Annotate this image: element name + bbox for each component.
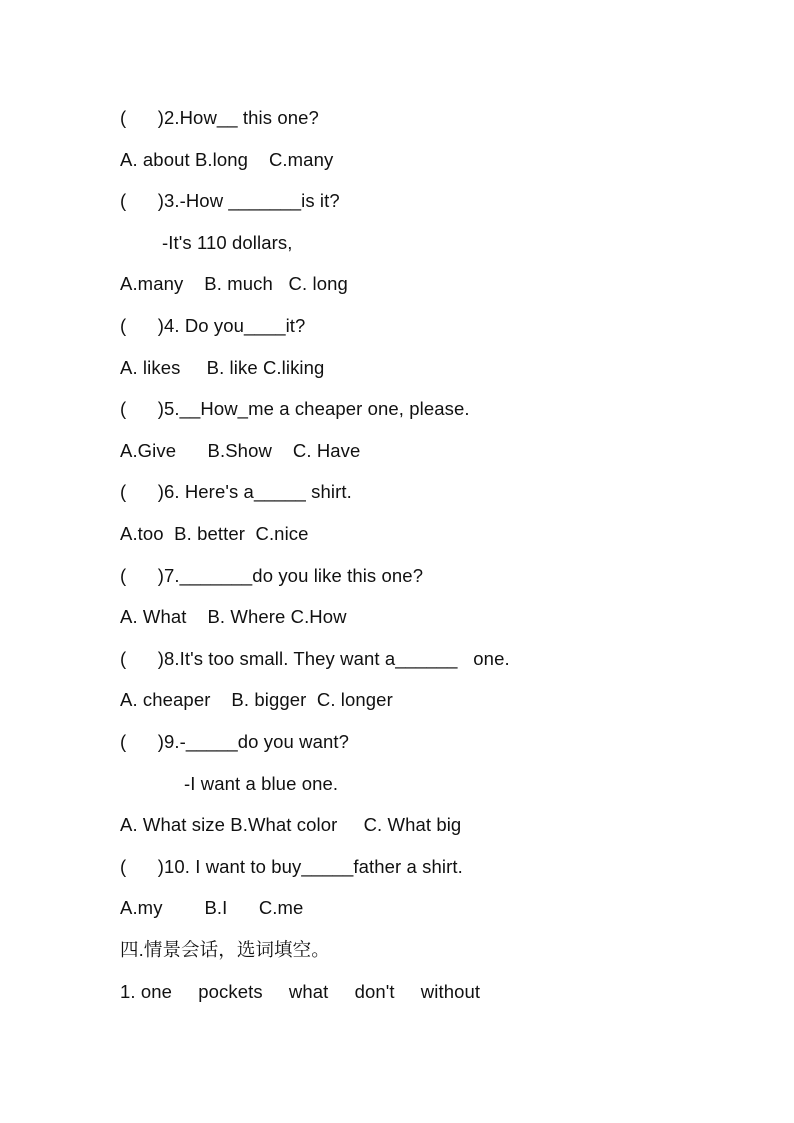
question-4-options: A. likes B. like C.liking [120, 357, 325, 378]
question-4: ( )4. Do you____it? [120, 315, 306, 336]
question-6: ( )6. Here's a_____ shirt. [120, 481, 352, 502]
question-10-options: A.my B.I C.me [120, 897, 304, 918]
question-7-options: A. What B. Where C.How [120, 606, 347, 627]
question-2-options: A. about B.long C.many [120, 149, 334, 170]
section-4-heading: 四.情景会话，选词填空。 [120, 939, 330, 960]
question-2: ( )2.How__ this one? [120, 107, 319, 128]
question-7: ( )7._______do you like this one? [120, 565, 424, 586]
question-5: ( )5.__How_me a cheaper one, please. [120, 398, 470, 419]
question-10: ( )10. I want to buy_____father a shirt. [120, 856, 463, 877]
question-3-answer-line: -It's 110 dollars, [162, 232, 293, 253]
question-3-options: A.many B. much C. long [120, 273, 348, 294]
question-9-options: A. What size B.What color C. What big [120, 814, 462, 835]
question-8-options: A. cheaper B. bigger C. longer [120, 689, 393, 710]
question-3: ( )3.-How _______is it? [120, 190, 340, 211]
question-6-options: A.too B. better C.nice [120, 523, 309, 544]
word-bank-1: 1. one pockets what don't without [120, 981, 481, 1002]
question-5-options: A.Give B.Show C. Have [120, 440, 361, 461]
question-9: ( )9.-_____do you want? [120, 731, 350, 752]
question-9-answer-line: -I want a blue one. [184, 773, 339, 794]
question-8: ( )8.It's too small. They want a______ one. [120, 648, 510, 669]
